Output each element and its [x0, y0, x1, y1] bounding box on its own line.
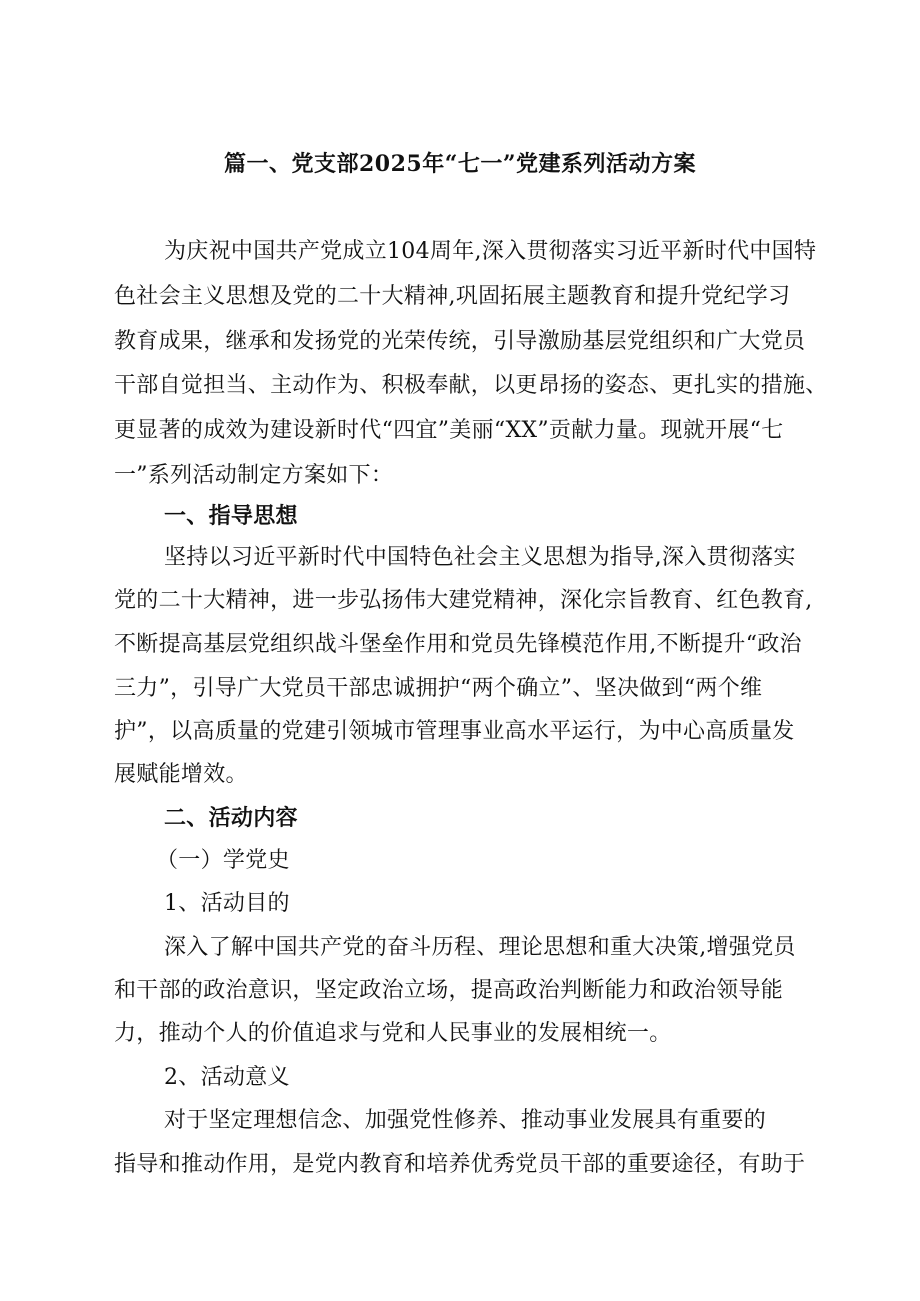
item1-line-2: 和干部的政治意识，坚定政治立场，提高政治判断能力和政治领导能 [114, 978, 784, 1003]
section1-line-5: 护”，以高质量的党建引领城市管理事业高水平运行，为中心高质量发 [114, 719, 795, 744]
item-heading-purpose: 1、活动目的 [164, 891, 290, 916]
document-title: 篇一、党支部2025年“七一”党建系列活动方案 [223, 151, 697, 177]
subsection-heading-study-party-history: （一）学党史 [156, 848, 290, 873]
item2-line-1: 对于坚定理想信念、加强党性修养、推动事业发展具有重要的 [164, 1108, 767, 1133]
intro-line-5: 更显著的成效为建设新时代“四宜”美丽“XX”贡献力量。现就开展“七 [114, 418, 784, 443]
section1-line-1: 坚持以习近平新时代中国特色社会主义思想为指导,深入贯彻落实 [164, 545, 796, 570]
item2-line-2: 指导和推动作用，是党内教育和培养优秀党员干部的重要途径，有助于 [114, 1152, 806, 1177]
section1-line-2: 党的二十大精神，进一步弘扬伟大建党精神，深化宗旨教育、红色教育, [114, 588, 813, 613]
intro-line-1: 为庆祝中国共产党成立104周年,深入贯彻落实习近平新时代中国特 [164, 239, 817, 264]
section1-line-6: 展赋能增效。 [114, 762, 248, 787]
intro-line-3: 教育成果，继承和发扬党的光荣传统，引导激励基层党组织和广大党员 [114, 329, 806, 354]
section-heading-activity-content: 二、活动内容 [164, 805, 298, 831]
intro-line-6: 一”系列活动制定方案如下： [114, 463, 394, 488]
item-heading-significance: 2、活动意义 [164, 1065, 290, 1090]
item1-line-3: 力，推动个人的价值追求与党和人民事业的发展相统一。 [114, 1021, 672, 1046]
intro-line-4: 干部自觉担当、主动作为、积极奉献，以更昂扬的姿态、更扎实的措施、 [114, 373, 828, 398]
section1-line-3: 不断提高基层党组织战斗堡垒作用和党员先锋模范作用,不断提升“政治 [114, 632, 802, 657]
section-heading-guiding-thought: 一、指导思想 [164, 503, 298, 529]
section1-line-4: 三力”，引导广大党员干部忠诚拥护“两个确立”、坚决做到“两个维 [114, 676, 763, 701]
item1-line-1: 深入了解中国共产党的奋斗历程、理论思想和重大决策,增强党员 [164, 935, 796, 960]
intro-line-2: 色社会主义思想及党的二十大精神,巩固拓展主题教育和提升党纪学习 [114, 284, 791, 309]
